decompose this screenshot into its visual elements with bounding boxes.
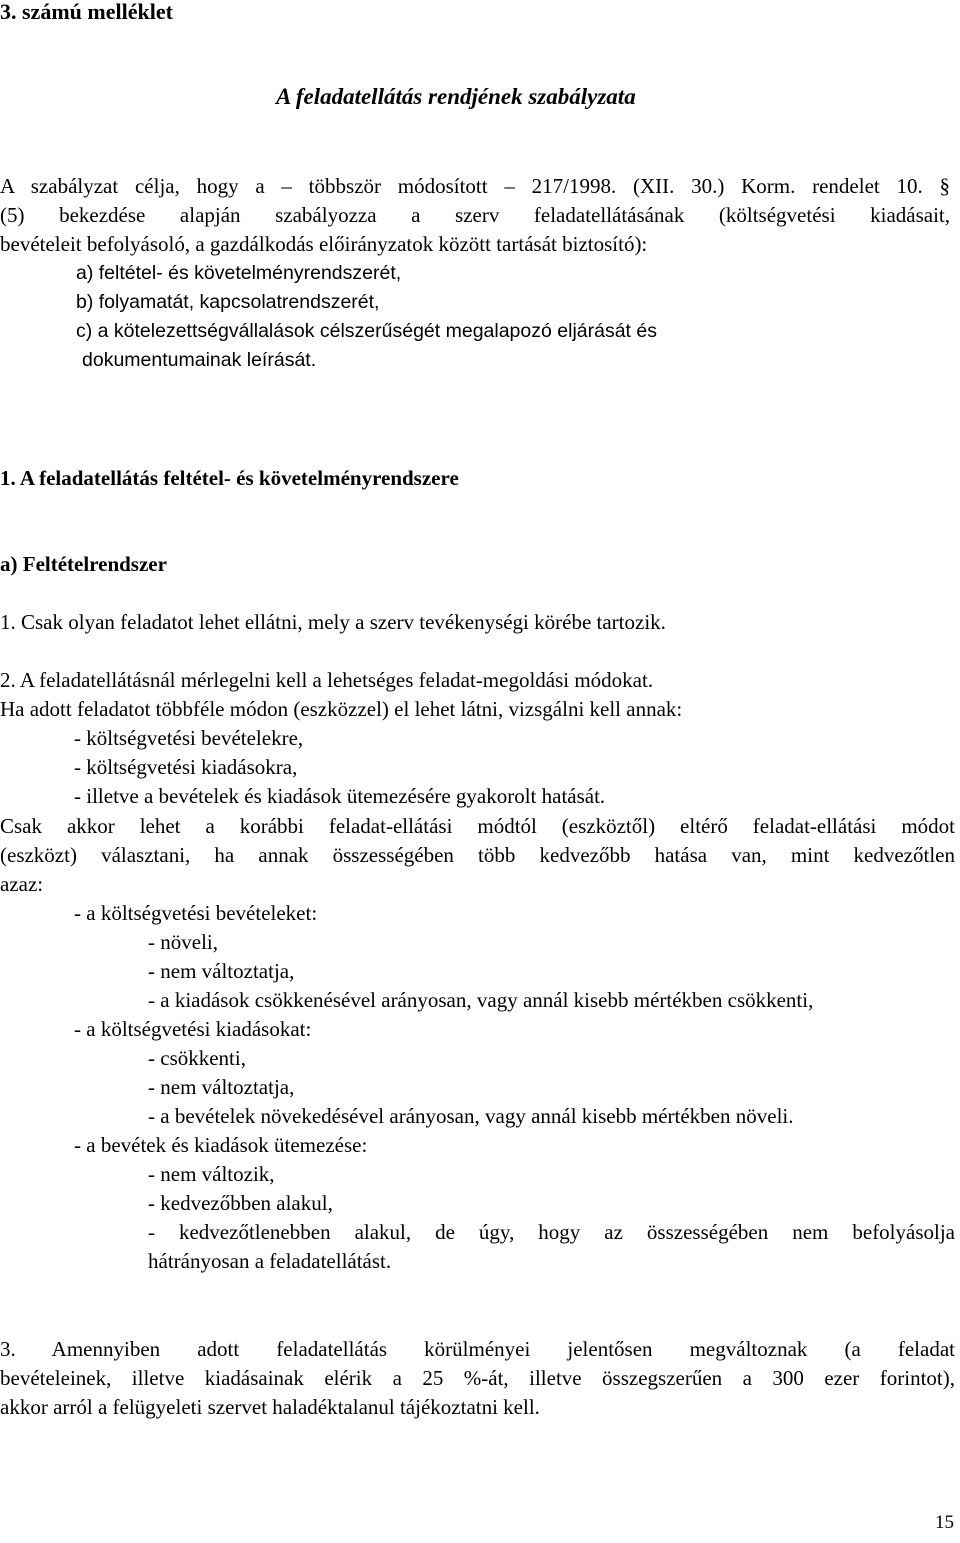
point-2-line: 2. A feladatellátásnál mérlegelni kell a lehetséges feladat-megoldási módokat. — [0, 668, 654, 692]
group-label: - a bevétek és kiadások ütemezése: — [74, 1133, 368, 1157]
group-label: - a költségvetési kiadásokat: — [74, 1017, 312, 1041]
point-3-line: akkor arról a felügyeleti szervet haladéktalanul tájékoztatni kell. — [0, 1395, 540, 1419]
annex-label: 3. számú melléklet — [0, 0, 173, 24]
intro-line: bevételeit befolyásoló, a gazdálkodás előirányzatok között tartását biztosító): — [0, 232, 648, 256]
intro-list-item: c) a kötelezettségvállalások célszerűségét megalapozó eljárását és — [76, 320, 657, 342]
list-item: - illetve a bevételek és kiadások ütemezésére gyakorolt hatását. — [74, 784, 606, 808]
subsection-heading: a) Feltételrendszer — [0, 552, 167, 576]
list-item: - költségvetési kiadásokra, — [74, 755, 298, 779]
intro-list-item: dokumentumainak leírását. — [82, 349, 317, 371]
list-item: - költségvetési bevételekre, — [74, 726, 304, 750]
paragraph-line: (eszközt) választani, ha annak összességében több kedvezőbb hatása van, mint kedvezőtlen — [0, 843, 955, 867]
page-number: 15 — [935, 1512, 954, 1533]
group-item: - csökkenti, — [148, 1046, 246, 1070]
group-label: - a költségvetési bevételeket: — [74, 901, 318, 925]
intro-line: A szabályzat célja, hogy a – többször módosított – 217/1998. (XII. 30.) Korm. rendelet 10. § — [0, 174, 950, 198]
group-item: - a kiadások csökkenésével arányosan, vagy annál kisebb mértékben csökkenti, — [148, 988, 814, 1012]
point-1: 1. Csak olyan feladatot lehet ellátni, mely a szerv tevékenységi körébe tartozik. — [0, 610, 666, 634]
point-3-line: bevételeinek, illetve kiadásainak elérik a 25 %-át, illetve összegszerűen a 300 ezer forintot), — [0, 1366, 955, 1390]
intro-line: (5) bekezdése alapján szabályozza a szerv feladatellátásának (költségvetési kiadásait, — [0, 203, 950, 227]
group-item: - kedvezőtlenebben alakul, de úgy, hogy az összességében nem befolyásolja — [148, 1220, 955, 1244]
group-item: - a bevételek növekedésével arányosan, vagy annál kisebb mértékben növeli. — [148, 1104, 794, 1128]
group-item: - kedvezőbben alakul, — [148, 1191, 333, 1215]
paragraph-line: Csak akkor lehet a korábbi feladat-ellátási módtól (eszköztől) eltérő feladat-ellátási módot — [0, 814, 955, 838]
point-3-line: 3. Amennyiben adott feladatellátás körülményei jelentősen megváltoznak (a feladat — [0, 1337, 955, 1361]
group-item: - növeli, — [148, 930, 218, 954]
group-item: - nem változik, — [148, 1162, 275, 1186]
point-2-line: Ha adott feladatot többféle módon (eszközzel) el lehet látni, vizsgálni kell annak: — [0, 697, 683, 721]
section-heading: 1. A feladatellátás feltétel- és követelményrendszere — [0, 466, 459, 490]
group-item: - nem változtatja, — [148, 1075, 295, 1099]
paragraph-line: azaz: — [0, 872, 44, 896]
intro-list-item: a) feltétel- és követelményrendszerét, — [76, 262, 402, 284]
group-item: hátrányosan a feladatellátást. — [148, 1249, 392, 1273]
document-title: A feladatellátás rendjének szabályzata — [276, 84, 636, 109]
intro-list-item: b) folyamatát, kapcsolatrendszerét, — [76, 291, 380, 313]
group-item: - nem változtatja, — [148, 959, 295, 983]
